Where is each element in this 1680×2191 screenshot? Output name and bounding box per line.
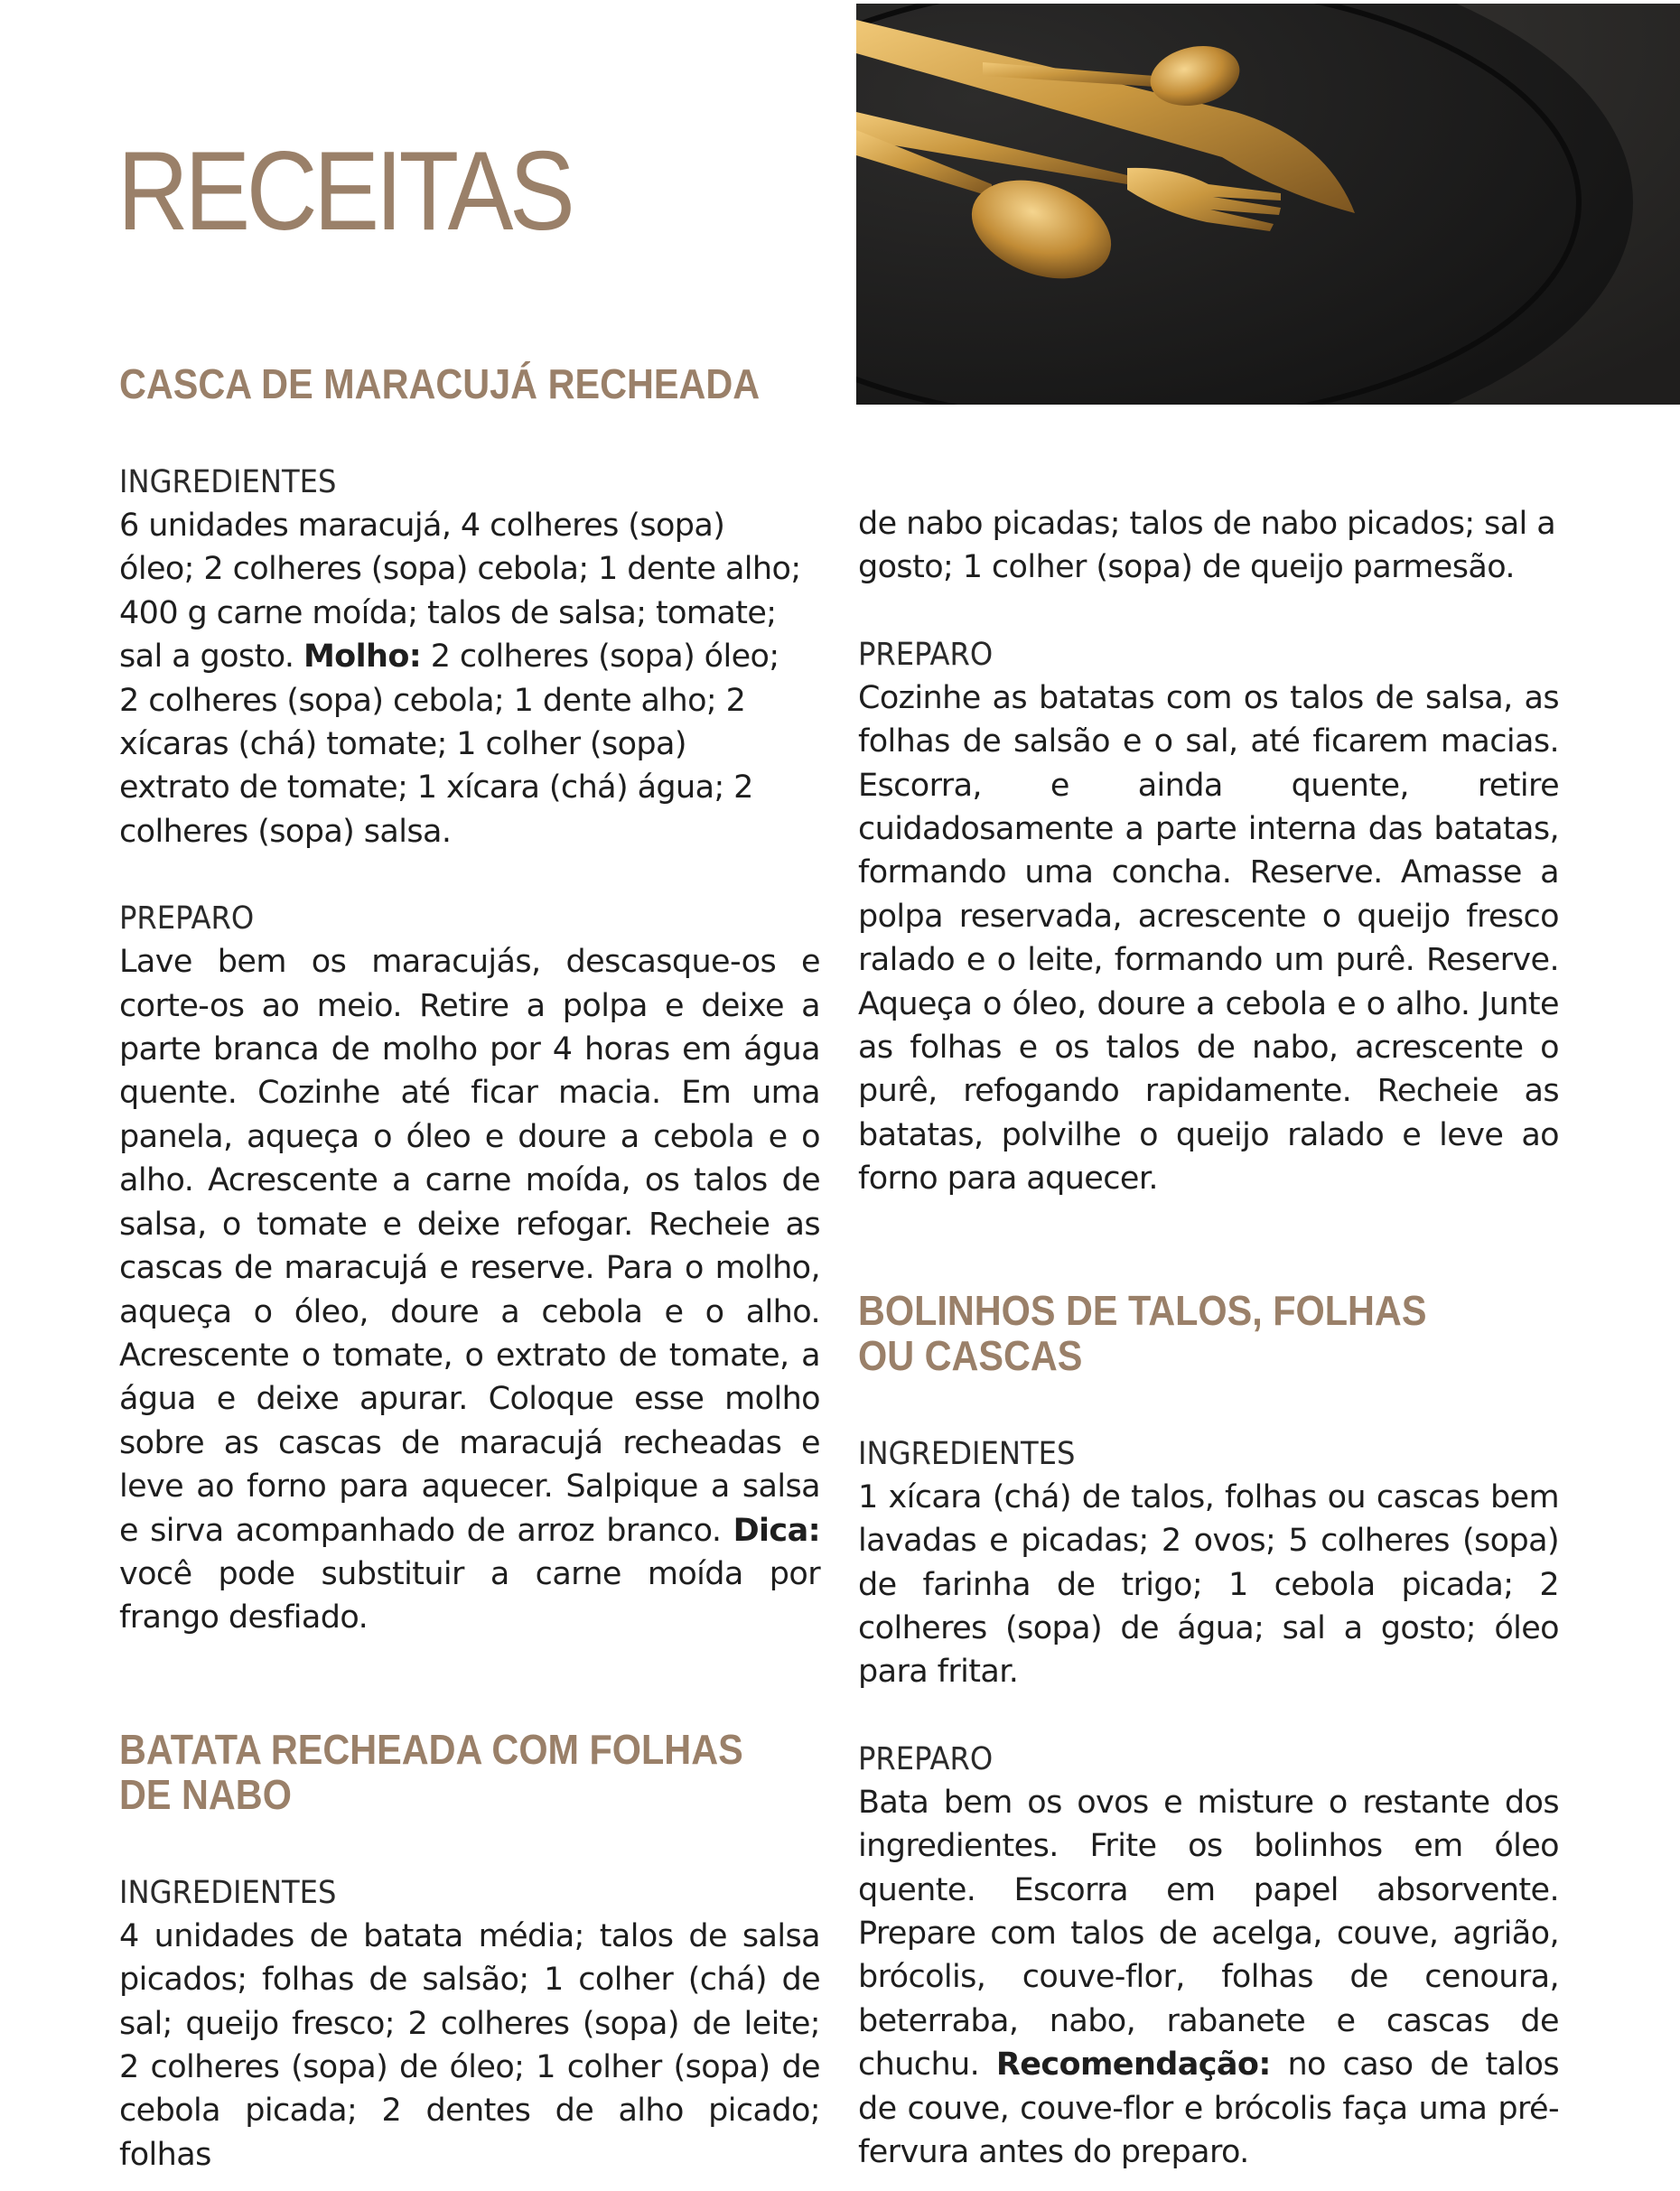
preparo-label: PREPARO (858, 1740, 994, 1777)
ingredients-text: 1 xícara (chá) de talos, folhas ou cascas bem lavadas e picadas; 2 ovos; 5 colheres (sopa) de farinha de trigo; 1 cebola picada; 2 colheres (sopa) de água; sal a gosto; óleo para fritar. (858, 1478, 1559, 1691)
ingredients-label: INGREDIENTES (858, 1435, 1076, 1472)
cutlery-photo (856, 4, 1680, 405)
right-column (858, 502, 1559, 2174)
page-title: RECEITAS (117, 129, 572, 254)
preparo-label: PREPARO (858, 636, 994, 673)
recipe-title-casca-maracuja: CASCA DE MARACUJÁ RECHEADA (119, 360, 761, 407)
ingredients-label: INGREDIENTES (119, 1874, 337, 1911)
recipe-title-batata-recheada: BATATA RECHEADA COM FOLHAS DE NABO (119, 1725, 743, 1818)
preparo-text: Bata bem os ovos e misture o restante dos ingredientes. Frite os bolinhos em óleo quente. Escorra em papel absorvente. Prepare com talos de acelga, couve, agrião, brócolis, couve-flor, folhas de cenoura, beterraba, nabo, rabanete e cascas de chuchu. Recomendação: no caso de talos de couve, couve-flor e brócolis faça uma pré-fervura antes do preparo. (858, 1784, 1560, 2170)
preparo-label: PREPARO (119, 900, 255, 937)
ingredients-text: 6 unidades maracujá, 4 colheres (sopa) óleo; 2 colheres (sopa) cebola; 1 dente alho; 400 g carne moída; talos de salsa; tomate; sal a gosto. Molho: 2 colheres (sopa) óleo; 2 colheres (sopa) cebola; 1 dente alho; 2 xícaras (chá) tomate; 1 colher (sopa) extrato de tomate; 1 xícara (chá) água; 2 colheres (sopa) salsa. (119, 508, 801, 850)
ingredients-text: 4 unidades de batata média; talos de salsa picados; folhas de salsão; 1 colher (chá) de sal; queijo fresco; 2 colheres (sopa) de leite; 2 colheres (sopa) de óleo; 1 colher (sopa) de cebola picada; 2 dentes de alho picado; folhas (119, 1917, 820, 2173)
recipe-title-bolinhos: BOLINHOS DE TALOS, FOLHAS OU CASCAS (858, 1286, 1427, 1379)
ingredients-label: INGREDIENTES (119, 464, 337, 500)
preparo-text: Lave bem os maracujás, descasque-os e corte-os ao meio. Retire a polpa e deixe a parte branca de molho por 4 horas em água quente. Cozinhe até ficar macia. Em uma panela, aqueça o óleo e doure a cebola e o alho. Acrescente a carne moída, os talos de salsa, o tomate e deixe refogar. Recheie as cascas de maracujá e reserve. Para o molho, aqueça o óleo, doure a cebola e o alho. Acrescente o tomate, o extrato de tomate, a água e deixe apurar. Coloque esse molho sobre as cascas de maracujá recheadas e leve ao forno para aquecer. Salpique a salsa e sirva acompanhado de arroz branco. Dica: você pode substituir a carne moída por frango desfiado. (119, 944, 820, 1636)
left-column (119, 361, 820, 2177)
preparo-text: Cozinhe as batatas com os talos de salsa, as folhas de salsão e o sal, até ficarem macias. Escorra, e ainda quente, retire cuidadosamente a parte interna das batatas, formando uma concha. Reserve. Amasse a polpa reservada, acrescente o queijo fresco ralado e o leite, formando um purê. Reserve. Aqueça o óleo, doure a cebola e o alho. Junte as folhas e os talos de nabo, acrescente o purê, refogando rapidamente. Recheie as batatas, polvilhe o queijo ralado e leve ao forno para aquecer. (858, 679, 1559, 1198)
gold-cutlery-image (856, 4, 1680, 405)
ingredients-text-continued: de nabo picadas; talos de nabo picados; sal a gosto; 1 colher (sopa) de queijo parmesão. (858, 506, 1556, 586)
